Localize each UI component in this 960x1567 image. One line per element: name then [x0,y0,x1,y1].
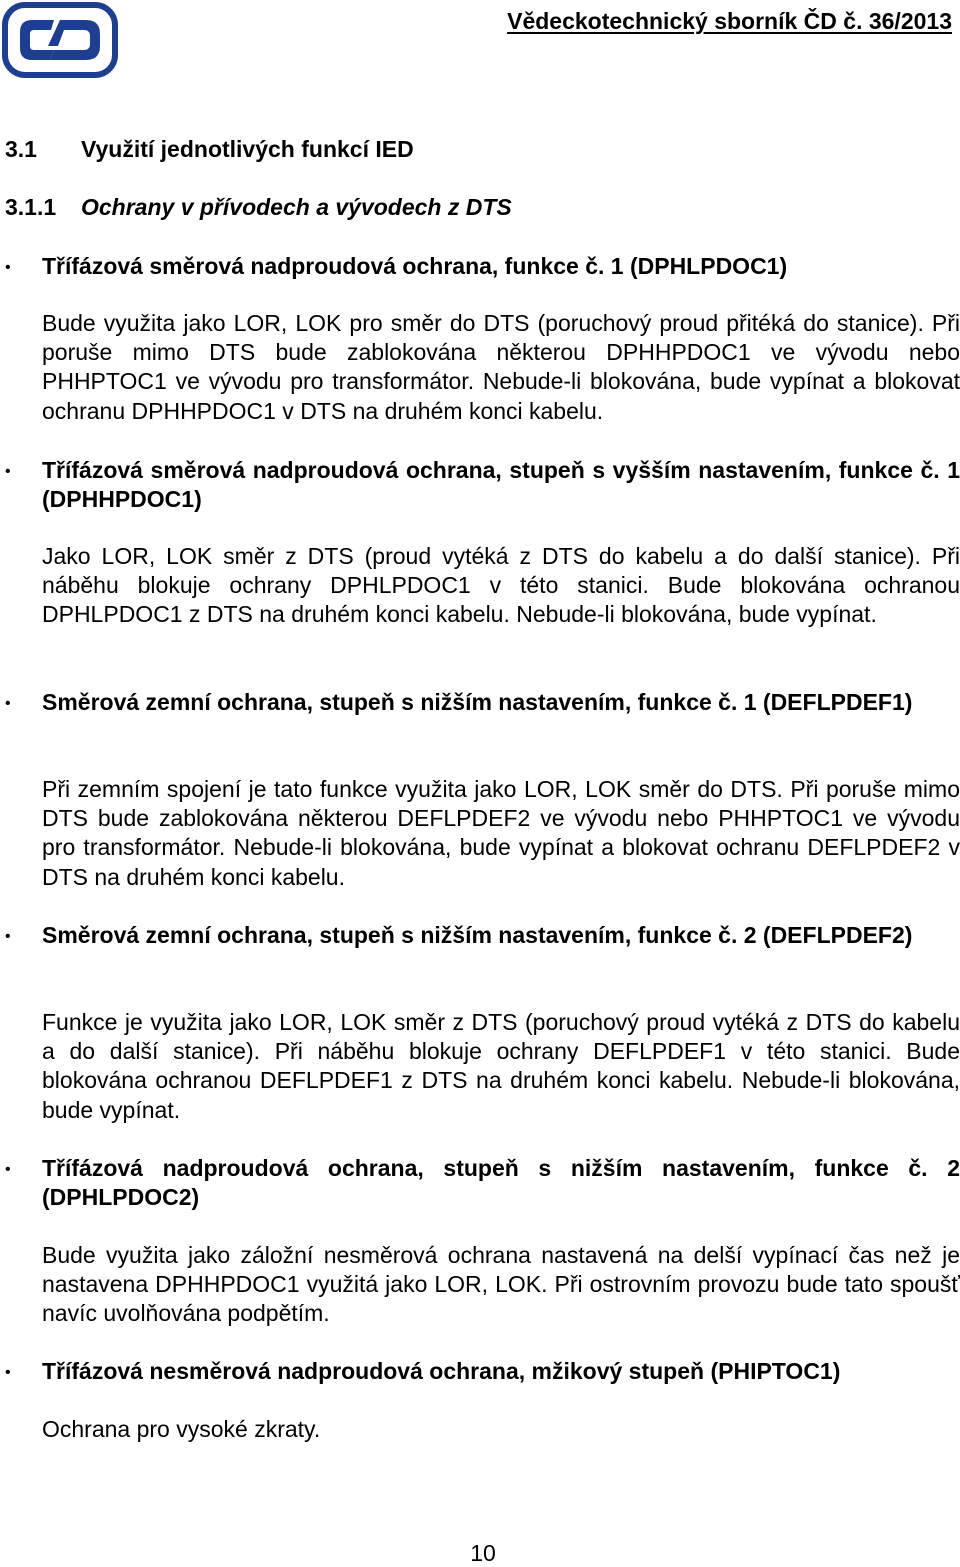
subsection-number: 3.1.1 [5,194,57,220]
cd-logo [2,2,118,78]
bullet-marker: • [5,1161,11,1178]
item-title: Třífázová nesměrová nadproudová ochrana, mžikový stupeň (PHIPTOC1) [42,1358,841,1384]
bullet-marker: • [5,259,11,276]
subsection-heading [5,194,512,221]
item-body: Bude využita jako záložní nesměrová ochrana nastavená na delší vypínací čas než je nastavena DPHHPDOC1 využitá jako LOR, LOK. Při ostrovním provozu bude tato spoušť navíc uvolňována podpětím. [42,1242,960,1327]
item-body: Ochrana pro vysoké zkraty. [42,1416,321,1442]
item-title: Třífázová nadproudová ochrana, stupeň s nižším nastavením, funkce č. 2 (DPHLPDOC2) [42,1155,960,1210]
item-title: Směrová zemní ochrana, stupeň s nižším nastavením, funkce č. 2 (DEFLPDEF2) [42,922,913,948]
subsection-title: Ochrany v přívodech a vývodech z DTS [81,194,512,220]
item-body: Jako LOR, LOK směr z DTS (proud vytéká z DTS do kabelu a do další stanice). Při náběhu blokuje ochrany DPHLPDOC1 v této stanici. Bude blokována ochranou DPHLPDOC1 z DTS na druhém konci kabelu. Nebude-li blokována, bude vypínat. [42,543,960,628]
bullet-marker: • [5,1364,11,1381]
bullet-marker: • [5,928,11,945]
item-title: Směrová zemní ochrana, stupeň s nižším nastavením, funkce č. 1 (DEFLPDEF1) [42,689,913,715]
item-title: Třífázová směrová nadproudová ochrana, funkce č. 1 (DPHLPDOC1) [42,253,788,279]
journal-title: Vědeckotechnický sborník ČD č. 36/2013 [507,8,952,34]
item-title: Třífázová směrová nadproudová ochrana, stupeň s vyšším nastavením, funkce č. 1 (DPHHPDOC1) [42,457,960,512]
section-title: Využití jednotlivých funkcí IED [81,136,414,162]
bullet-marker: • [5,695,11,712]
item-body: Při zemním spojení je tato funkce využita jako LOR, LOK směr do DTS. Při poruše mimo DTS bude zablokována některou DEFLPDEF2 ve vývodu nebo PHHPTOC1 ve vývodu pro transformátor. Nebude-li blokována, bude vypínat a blokovat ochranu DEFLPDEF2 v DTS na druhém konci kabelu. [42,776,960,890]
section-number: 3.1 [5,136,37,162]
item-body: Funkce je využita jako LOR, LOK směr z DTS (poruchový proud vytéká z DTS do kabelu a do další stanice). Při náběhu blokuje ochrany DEFLPDEF1 v této stanici. Bude blokována ochranou DEFLPDEF1 z DTS na druhém konci kabelu. Nebude-li blokována, bude vypínat. [42,1009,960,1123]
item-body: Bude využita jako LOR, LOK pro směr do DTS (poruchový proud přitéká do stanice). Při poruše mimo DTS bude zablokována některou DPHHPDOC1 ve vývodu nebo PHHPTOC1 ve vývodu pro transformátor. Nebude-li blokována, bude vypínat a blokovat ochranu DPHHPDOC1 v DTS na druhém konci kabelu. [42,310,960,424]
page-number: 10 [470,1540,496,1566]
section-heading [5,136,414,163]
bullet-marker: • [5,463,11,480]
